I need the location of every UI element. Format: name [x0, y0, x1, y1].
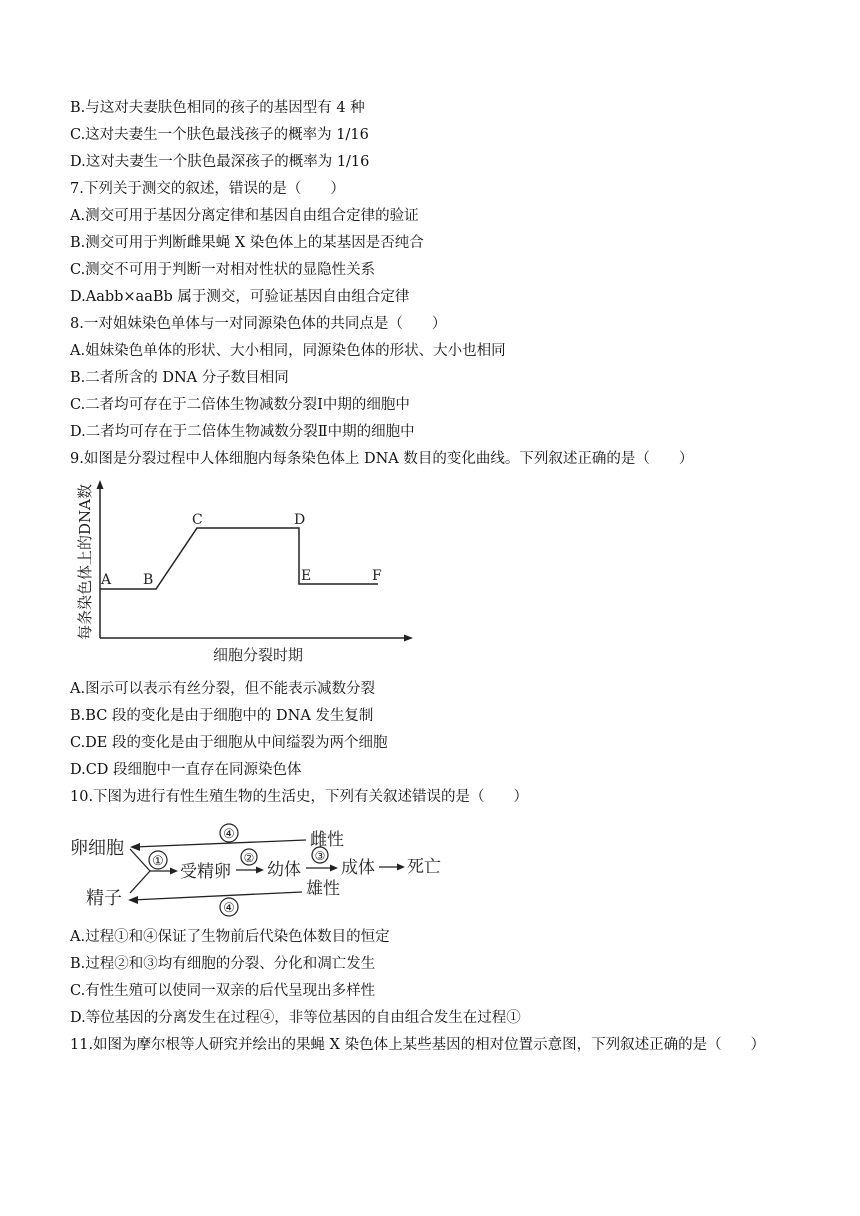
q8-option-d: D.二者均可存在于二倍体生物减数分裂Ⅱ中期的细胞中 [70, 424, 415, 440]
point-b-label: B [143, 572, 154, 588]
q7-stem: 7.下列关于测交的叙述，错误的是（ ） [70, 181, 345, 197]
point-d-label: D [294, 512, 306, 528]
egg-label: 卵细胞 [70, 838, 124, 859]
q6-option-b: B.与这对夫妻肤色相同的孩子的基因型有 4 种 [70, 100, 365, 116]
point-e-label: E [301, 568, 312, 584]
q10-stem: 10.下图为进行有性生殖生物的生活史，下列有关叙述错误的是（ ） [70, 789, 529, 805]
q7-option-d: D.Aabb×aaBb 属于测交，可验证基因自由组合定律 [70, 289, 410, 305]
step4-bottom-label: ④ [223, 901, 235, 916]
q7-option-b: B.测交可用于判断雌果蝇 X 染色体上的某基因是否纯合 [70, 235, 424, 251]
step3-label: ③ [314, 849, 326, 863]
q9-option-d: D.CD 段细胞中一直存在同源染色体 [70, 762, 302, 778]
q10-option-a: A.过程①和④保证了生物前后代染色体数目的恒定 [70, 929, 390, 945]
q8-option-b: B.二者所含的 DNA 分子数目相同 [70, 370, 289, 386]
y-axis-label: 每条染色体上的DNA数 [76, 484, 94, 640]
q9-option-a: A.图示可以表示有丝分裂，但不能表示减数分裂 [70, 681, 376, 697]
dna-content-curve [100, 528, 378, 589]
q8-option-c: C.二者均可存在于二倍体生物减数分裂Ⅰ中期的细胞中 [70, 397, 410, 413]
death-label: 死亡 [407, 857, 441, 877]
q7-option-c: C.测交不可用于判断一对相对性状的显隐性关系 [70, 262, 376, 278]
y-axis-arrow [97, 480, 104, 489]
point-a-label: A [101, 572, 112, 588]
q10-option-d: D.等位基因的分离发生在过程④，非等位基因的自由组合发生在过程① [70, 1010, 521, 1026]
dna-curve-figure [70, 478, 420, 670]
q6-option-d: D.这对夫妻生一个肤色最深孩子的概率为 1/16 [70, 154, 370, 170]
q9-stem: 9.如图是分裂过程中人体细胞内每条染色体上 DNA 数目的变化曲线。下列叙述正确的是（ ） [70, 451, 694, 467]
x-axis-arrow [404, 635, 413, 642]
point-c-label: C [192, 512, 203, 528]
q9-option-c: C.DE 段的变化是由于细胞从中间缢裂为两个细胞 [70, 735, 388, 751]
q11-stem: 11.如图为摩尔根等人研究并绘出的果蝇 X 染色体上某些基因的相对位置示意图，下列叙述正确的是（ ） [70, 1037, 766, 1053]
q6-option-c: C.这对夫妻生一个肤色最浅孩子的概率为 1/16 [70, 127, 369, 143]
juvenile-label: 幼体 [267, 860, 301, 880]
meiosis-arrow-male [132, 892, 302, 900]
step4-top-label: ④ [223, 827, 235, 842]
q8-stem: 8.一对姐妹染色单体与一对同源染色体的共同点是（ ） [70, 316, 447, 332]
q7-option-a: A.测交可用于基因分离定律和基因自由组合定律的验证 [70, 208, 419, 224]
q10-option-c: C.有性生殖可以使同一双亲的后代呈现出多样性 [70, 983, 376, 999]
male-label: 雄性 [306, 879, 340, 899]
q9-option-b: B.BC 段的变化是由于细胞中的 DNA 发生复制 [70, 708, 374, 724]
life-cycle-diagram [70, 818, 460, 918]
step2-label: ② [243, 851, 255, 865]
meiosis-arrow-female [134, 840, 306, 847]
q10-option-b: B.过程②和③均有细胞的分裂、分化和凋亡发生 [70, 956, 376, 972]
q8-option-a: A.姐妹染色单体的形状、大小相同，同源染色体的形状、大小也相同 [70, 343, 506, 359]
sperm-label: 精子 [86, 888, 122, 909]
point-f-label: F [372, 568, 382, 584]
female-label: 雌性 [310, 830, 344, 850]
x-axis-label: 细胞分裂时期 [212, 646, 304, 664]
step1-label: ① [152, 854, 164, 869]
zygote-label: 受精卵 [180, 862, 231, 882]
adult-label: 成体 [341, 858, 375, 878]
